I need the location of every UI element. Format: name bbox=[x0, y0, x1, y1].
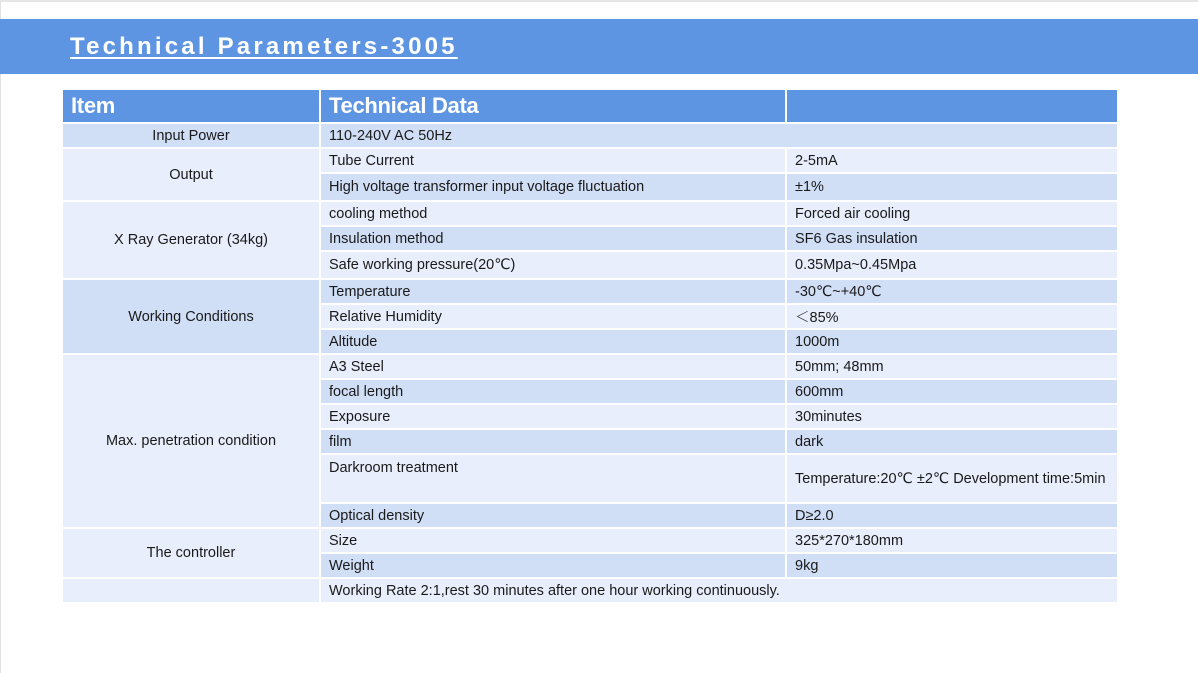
value-cell: D≥2.0 bbox=[786, 503, 1118, 528]
table-row bbox=[62, 279, 1118, 304]
value-cell: -30℃~+40℃ bbox=[786, 279, 1118, 304]
param-cell: Exposure bbox=[320, 404, 786, 429]
category-working-conditions: Working Conditions bbox=[62, 279, 320, 354]
param-cell: cooling method bbox=[320, 201, 786, 226]
value-cell: 600mm bbox=[786, 379, 1118, 404]
param-cell: 110-240V AC 50Hz bbox=[320, 123, 1118, 148]
category-output: Output bbox=[62, 148, 320, 201]
param-cell: A3 Steel bbox=[320, 354, 786, 379]
value-cell: 0.35Mpa~0.45Mpa bbox=[786, 251, 1118, 279]
category-controller: The controller bbox=[62, 528, 320, 578]
param-cell: Optical density bbox=[320, 503, 786, 528]
table-row bbox=[62, 578, 1118, 603]
working-rate-cell: Working Rate 2:1,rest 30 minutes after one hour working continuously. bbox=[320, 578, 1118, 603]
param-cell: Temperature bbox=[320, 279, 786, 304]
left-border bbox=[0, 2, 1, 673]
param-cell: High voltage transformer input voltage fluctuation bbox=[320, 173, 786, 201]
value-cell: 2-5mA bbox=[786, 148, 1118, 173]
category-empty bbox=[62, 578, 320, 603]
top-border bbox=[0, 0, 1198, 2]
param-cell: Altitude bbox=[320, 329, 786, 354]
table-row bbox=[62, 354, 1118, 379]
value-cell: 50mm; 48mm bbox=[786, 354, 1118, 379]
header-technical-data: Technical Data bbox=[320, 89, 786, 123]
value-cell: 30minutes bbox=[786, 404, 1118, 429]
value-cell: 9kg bbox=[786, 553, 1118, 578]
table-row bbox=[62, 148, 1118, 173]
category-input-power: Input Power bbox=[62, 123, 320, 148]
table-row bbox=[62, 528, 1118, 553]
value-cell: Temperature:20℃ ±2℃ Development time:5min bbox=[786, 454, 1118, 503]
page-title: Technical Parameters-3005 bbox=[70, 33, 458, 60]
value-cell: dark bbox=[786, 429, 1118, 454]
param-cell: focal length bbox=[320, 379, 786, 404]
value-cell: ±1% bbox=[786, 173, 1118, 201]
value-cell: SF6 Gas insulation bbox=[786, 226, 1118, 251]
category-max-penetration: Max. penetration condition bbox=[62, 354, 320, 528]
param-cell: Size bbox=[320, 528, 786, 553]
param-cell: Relative Humidity bbox=[320, 304, 786, 329]
param-cell: film bbox=[320, 429, 786, 454]
title-banner bbox=[0, 19, 1198, 74]
header-item: Item bbox=[62, 89, 320, 123]
param-cell: Tube Current bbox=[320, 148, 786, 173]
param-cell: Darkroom treatment bbox=[320, 454, 786, 503]
table-row bbox=[62, 201, 1118, 226]
param-cell: Insulation method bbox=[320, 226, 786, 251]
param-cell: Safe working pressure(20℃) bbox=[320, 251, 786, 279]
value-cell: 325*270*180mm bbox=[786, 528, 1118, 553]
param-cell: Weight bbox=[320, 553, 786, 578]
value-cell: ＜85% bbox=[786, 304, 1118, 329]
table-header-row bbox=[62, 89, 1118, 123]
header-value bbox=[786, 89, 1118, 123]
value-cell: 1000m bbox=[786, 329, 1118, 354]
category-x-ray-generator: X Ray Generator (34kg) bbox=[62, 201, 320, 279]
technical-parameters-table bbox=[61, 88, 1119, 604]
value-cell: Forced air cooling bbox=[786, 201, 1118, 226]
table-row bbox=[62, 123, 1118, 148]
